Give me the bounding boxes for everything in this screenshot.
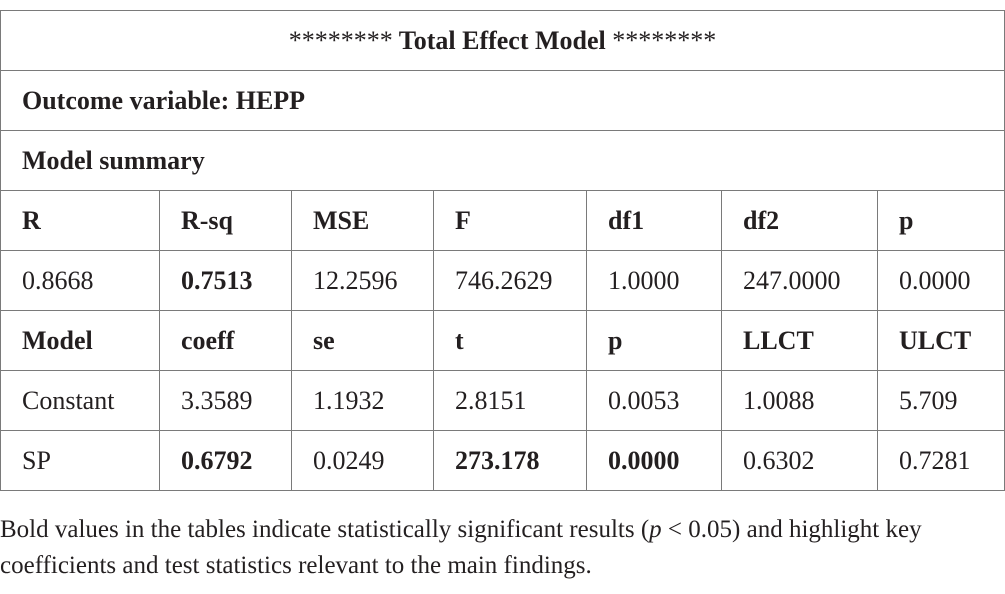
footnote-italic-p: p: [649, 516, 662, 543]
header-cell: MSE: [292, 191, 434, 251]
header-cell: df2: [722, 191, 878, 251]
value-cell: 0.6302: [722, 431, 878, 491]
value-cell: 0.7513: [160, 251, 292, 311]
header-cell: F: [434, 191, 587, 251]
header-cell: p: [587, 311, 722, 371]
outcome-row: [1, 71, 1005, 131]
table-row: [1, 431, 1005, 491]
header-cell: p: [878, 191, 1005, 251]
title-prefix-stars: ********: [288, 25, 393, 55]
title-suffix-stars: ********: [612, 25, 717, 55]
table-footnote: [0, 512, 1000, 584]
value-cell: 1.0000: [587, 251, 722, 311]
header-cell: R-sq: [160, 191, 292, 251]
value-cell: 0.0249: [292, 431, 434, 491]
model-header-row: [1, 311, 1005, 371]
table-title-row: [1, 11, 1005, 71]
footnote-text-after: < 0.05) and highlight key coefficients and test statistics relevant to the main findings.: [0, 516, 922, 579]
header-cell: df1: [587, 191, 722, 251]
value-cell: Constant: [1, 371, 160, 431]
header-cell: LLCT: [722, 311, 878, 371]
footnote-text-before: Bold values in the tables indicate statistically significant results (: [0, 516, 650, 543]
summary-values-row: [1, 251, 1005, 311]
value-cell: 3.3589: [160, 371, 292, 431]
header-cell: coeff: [160, 311, 292, 371]
value-cell: 746.2629: [434, 251, 587, 311]
header-cell: Model: [1, 311, 160, 371]
table-row: [1, 371, 1005, 431]
header-cell: t: [434, 311, 587, 371]
table-title: [1, 11, 1005, 71]
summary-header-row: [1, 191, 1005, 251]
value-cell: 0.0000: [587, 431, 722, 491]
value-cell: 1.1932: [292, 371, 434, 431]
header-cell: R: [1, 191, 160, 251]
model-summary-label: Model summary: [1, 131, 1005, 191]
outcome-variable-label: Outcome variable: HEPP: [1, 71, 1005, 131]
value-cell: 0.6792: [160, 431, 292, 491]
value-cell: 0.8668: [1, 251, 160, 311]
value-cell: 12.2596: [292, 251, 434, 311]
value-cell: 2.8151: [434, 371, 587, 431]
value-cell: 247.0000: [722, 251, 878, 311]
value-cell: 0.0053: [587, 371, 722, 431]
model-summary-row: [1, 131, 1005, 191]
value-cell: SP: [1, 431, 160, 491]
value-cell: 273.178: [434, 431, 587, 491]
value-cell: 1.0088: [722, 371, 878, 431]
title-text: Total Effect Model: [398, 25, 606, 55]
header-cell: se: [292, 311, 434, 371]
value-cell: 5.709: [878, 371, 1005, 431]
value-cell: 0.7281: [878, 431, 1005, 491]
total-effect-model-table: [0, 10, 1005, 491]
value-cell: 0.0000: [878, 251, 1005, 311]
header-cell: ULCT: [878, 311, 1005, 371]
